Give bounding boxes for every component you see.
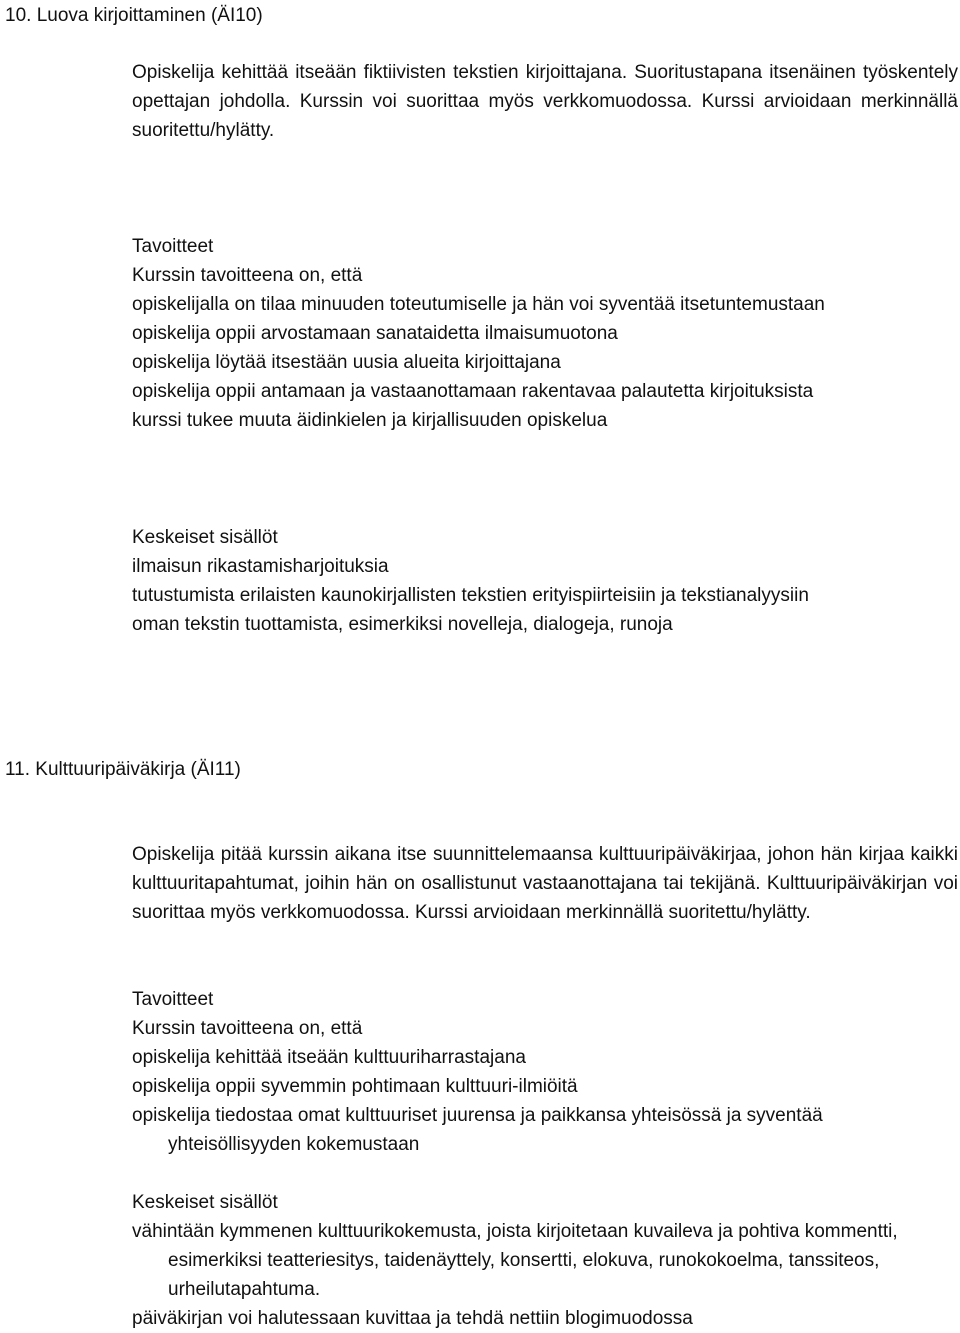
section-11-goals-intro: Kurssin tavoitteena on, että — [132, 1018, 363, 1039]
list-item: kurssi tukee muuta äidinkielen ja kirjallisuuden opiskelua — [132, 410, 608, 431]
section-11-goals-list — [132, 1043, 958, 1159]
section-10-contents-label: Keskeiset sisällöt — [132, 527, 278, 548]
list-item: oman tekstin tuottamista, esimerkiksi novelleja, dialogeja, runoja — [132, 614, 673, 635]
section-11-contents-list — [132, 1217, 958, 1333]
section-11-contents-label: Keskeiset sisällöt — [132, 1192, 278, 1213]
section-10-contents-list — [132, 552, 958, 639]
section-11-goals-label: Tavoitteet — [132, 989, 214, 1010]
list-item: päiväkirjan voi halutessaan kuvittaa ja tehdä nettiin blogimuodossa — [132, 1308, 693, 1329]
section-10-goals-list — [132, 290, 958, 435]
list-item: tutustumista erilaisten kaunokirjallisten tekstien erityispiirteisiin ja tekstianalyysiin — [132, 585, 809, 606]
section-11-goals — [132, 985, 958, 1159]
section-10-goals-intro: Kurssin tavoitteena on, että — [132, 265, 363, 286]
list-item: opiskelijalla on tilaa minuuden toteutumiselle ja hän voi syventää itsetuntemustaan — [132, 294, 825, 315]
list-item: ilmaisun rikastamisharjoituksia — [132, 556, 389, 577]
list-item: opiskelija oppii arvostamaan sanataidetta ilmaisumuotona — [132, 323, 618, 344]
section-10-goals — [132, 232, 958, 435]
section-11-intro: Opiskelija pitää kurssin aikana itse suunnittelemaansa kulttuuripäiväkirjaa, johon hän kirjaa kaikki kulttuuritapahtumat, joihin hän on osallistunut vastaanottajana tai tekijänä. Kulttuuripäiväkirjan voi suorittaa myös verkkomuodossa. Kurssi arvioidaan merkinnällä suoritettu/hylätty. — [132, 844, 958, 923]
list-item: opiskelija oppii syvemmin pohtimaan kulttuuri-ilmiöitä — [132, 1076, 578, 1097]
section-11-heading: 11. Kulttuuripäiväkirja (ÄI11) — [5, 759, 241, 780]
list-item: vähintään kymmenen kulttuurikokemusta, joista kirjoitetaan kuvaileva ja pohtiva kommentti, esimerkiksi teatteriesitys, taidenäyttely, konsertti, elokuva, runokokoelma, tanssiteos, urheilutapahtuma. — [132, 1221, 898, 1300]
list-item: opiskelija kehittää itseään kulttuuriharrastajana — [132, 1047, 526, 1068]
section-10-contents — [132, 523, 958, 639]
section-11-contents — [132, 1188, 958, 1333]
list-item: opiskelija löytää itsestään uusia alueita kirjoittajana — [132, 352, 561, 373]
section-10-intro: Opiskelija kehittää itseään fiktiivisten tekstien kirjoittajana. Suoritustapana itsenäinen työskentely opettajan johdolla. Kurssin voi suorittaa myös verkkomuodossa. Kurssi arvioidaan merkinnällä suoritettu/hylätty. — [132, 62, 958, 141]
section-10-heading: 10. Luova kirjoittaminen (ÄI10) — [5, 5, 263, 26]
section-10-goals-label: Tavoitteet — [132, 236, 214, 257]
list-item: opiskelija oppii antamaan ja vastaanottamaan rakentavaa palautetta kirjoituksista — [132, 381, 814, 402]
list-item: opiskelija tiedostaa omat kulttuuriset juurensa ja paikkansa yhteisössä ja syventää yhteisöllisyyden kokemustaan — [132, 1105, 823, 1155]
